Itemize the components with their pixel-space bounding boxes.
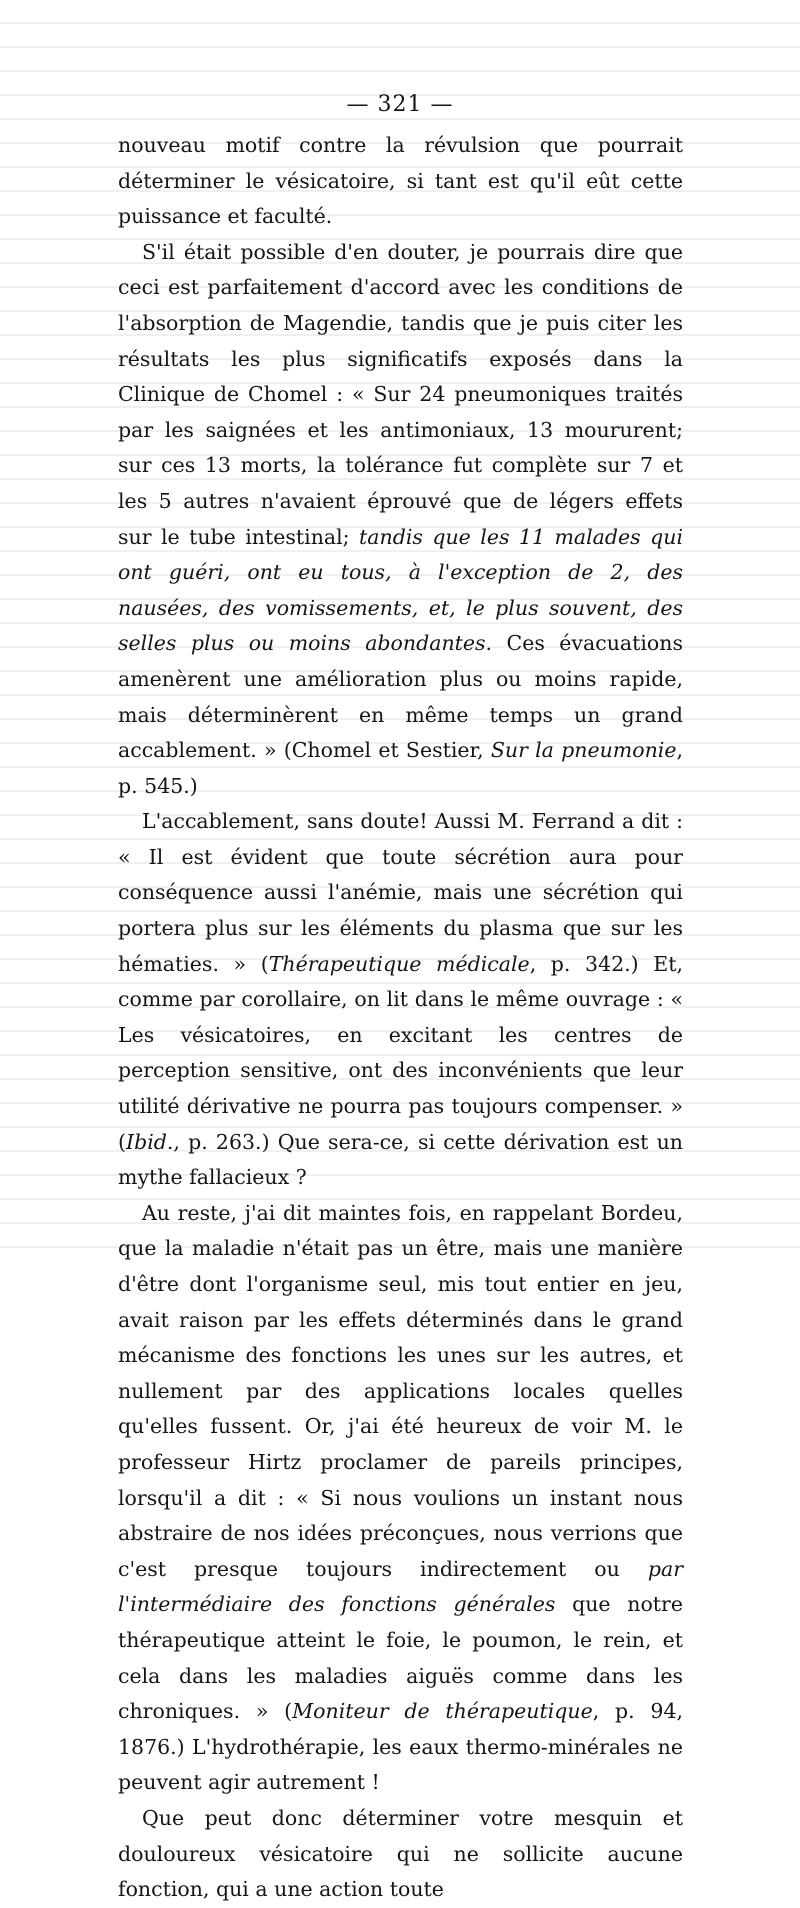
italic-segment: par l'intermédiaire des fonctions générales: [118, 1556, 683, 1617]
paragraph-1: [118, 128, 683, 235]
paragraph-2: [118, 235, 683, 805]
italic-segment: Moniteur de thérapeutique: [292, 1699, 593, 1724]
paragraph-4: [118, 1196, 683, 1801]
text-segment: Que peut donc déterminer votre mesquin et douloureux vésicatoire qui ne sollicite aucune fonction, qui a une action toute: [118, 1805, 683, 1902]
italic-segment: Ibid.: [126, 1129, 174, 1154]
italic-segment: Sur la pneumonie: [490, 738, 677, 763]
text-segment: , p. 94, 1876.) L'hydrothérapie, les eaux thermo-minérales ne peuvent agir autrement !: [118, 1699, 684, 1795]
text-segment: que notre thérapeutique atteint le foie, le poumon, le rein, et cela dans les maladies aiguës comme dans les chroniques. » (: [118, 1592, 683, 1724]
text-segment: Ces évacuations amenèrent une amélioration plus ou moins rapide, mais déterminèrent en même temps un grand accablement. » (Chomel et Sestier,: [118, 631, 683, 763]
text-segment: , p. 263.) Que sera-ce, si cette dérivation est un mythe fallacieux ?: [118, 1129, 683, 1190]
paragraph-5: [118, 1801, 683, 1908]
paragraph-3: [118, 804, 683, 1196]
text-segment: nouveau motif contre la révulsion que pourrait déterminer le vésicatoire, si tant est qu'il eût cette puissance et faculté.: [118, 133, 683, 229]
text-segment: S'il était possible d'en douter, je pourrais dire que ceci est parfaitement d'accord avec les conditions de l'absorption de Magendie, tandis que je puis citer les résultats les plus significatifs exposés dans la Clinique de Chomel : « Sur 24 pneumoniques traités par les saignées et les antimoniaux, 13 moururent; sur ces 13 morts, la tolérance fut complète sur 7 et les 5 autres n'avaient éprouvé que de légers effets sur le tube intestinal;: [118, 239, 683, 549]
page-number: — 321 —: [346, 92, 454, 117]
text-segment: , p. 342.) Et, comme par corollaire, on lit dans le même ouvrage : « Les vésicatoires, en excitant les centres de perception sensitive, ont des inconvénients que leur utilité dérivative ne pourra pas toujours compenser. » (: [118, 951, 683, 1154]
italic-segment: tandis que les 11 malades qui ont guéri, ont eu tous, à l'exception de 2, des nausées, des vomissements, et, le plus souvent, des selles plus ou moins abondantes.: [118, 524, 684, 656]
text-segment: L'accablement, sans doute! Aussi M. Ferrand a dit : « Il est évident que toute sécrétion aura pour conséquence aussi l'anémie, mais une sécrétion qui portera plus sur les éléments du plasma que sur les hématies. » (: [118, 809, 683, 976]
text-segment: Au reste, j'ai dit maintes fois, en rappelant Bordeu, que la maladie n'était pas un être, mais une manière d'être dont l'organisme seul, mis tout entier en jeu, avait raison par les effets déterminés dans le grand mécanisme des fonctions les unes sur les autres, et nullement par des applications locales quelles qu'elles fussent. Or, j'ai été heureux de voir M. le professeur Hirtz proclamer de pareils principes, lorsqu'il a dit : « Si nous voulions un instant nous abstraire de nos idées préconçues, nous verrions que c'est presque toujours indirectement ou: [118, 1200, 683, 1581]
body-text: [118, 128, 683, 1908]
italic-segment: Thérapeutique médicale: [268, 951, 530, 976]
text-segment: , p. 545.): [118, 738, 683, 798]
